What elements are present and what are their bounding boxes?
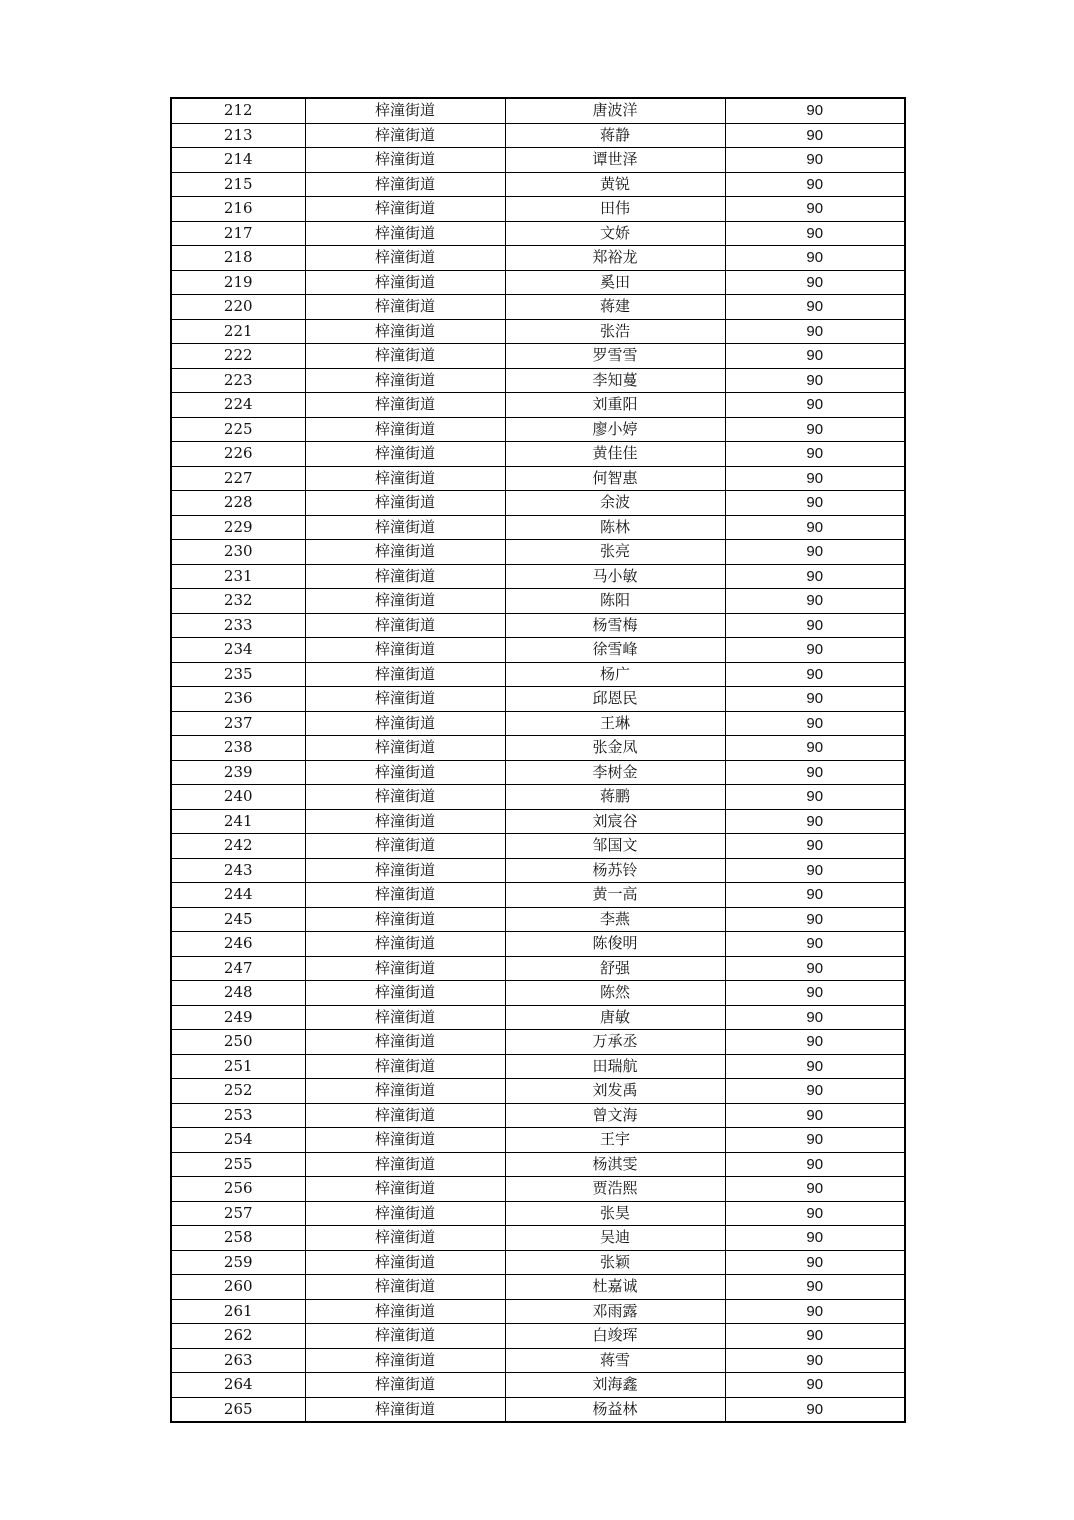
person-name-cell: 张昊 [505, 1201, 725, 1226]
subdistrict-cell: 梓潼街道 [305, 1030, 505, 1055]
person-name-cell: 廖小婷 [505, 417, 725, 442]
subdistrict-cell: 梓潼街道 [305, 1324, 505, 1349]
person-name-cell: 白竣珲 [505, 1324, 725, 1349]
person-name-cell: 王宇 [505, 1128, 725, 1153]
row-number-cell: 216 [171, 197, 305, 222]
subdistrict-cell: 梓潼街道 [305, 98, 505, 123]
row-number-cell: 262 [171, 1324, 305, 1349]
subdistrict-cell: 梓潼街道 [305, 834, 505, 859]
subdistrict-cell: 梓潼街道 [305, 932, 505, 957]
subdistrict-cell: 梓潼街道 [305, 1177, 505, 1202]
person-name-cell: 王琳 [505, 711, 725, 736]
row-number-cell: 256 [171, 1177, 305, 1202]
score-cell: 90 [725, 1397, 905, 1422]
score-cell: 90 [725, 1079, 905, 1104]
person-name-cell: 刘发禹 [505, 1079, 725, 1104]
person-name-cell: 罗雪雪 [505, 344, 725, 369]
table-row [171, 123, 905, 148]
subdistrict-cell: 梓潼街道 [305, 1275, 505, 1300]
row-number-cell: 239 [171, 760, 305, 785]
row-number-cell: 213 [171, 123, 305, 148]
person-name-cell: 田伟 [505, 197, 725, 222]
subdistrict-cell: 梓潼街道 [305, 172, 505, 197]
row-number-cell: 235 [171, 662, 305, 687]
row-number-cell: 229 [171, 515, 305, 540]
person-name-cell: 邱恩民 [505, 687, 725, 712]
score-cell: 90 [725, 172, 905, 197]
person-name-cell: 黄一高 [505, 883, 725, 908]
score-cell: 90 [725, 221, 905, 246]
row-number-cell: 258 [171, 1226, 305, 1251]
table-row [171, 540, 905, 565]
subdistrict-cell: 梓潼街道 [305, 1079, 505, 1104]
table-row [171, 197, 905, 222]
person-name-cell: 蒋静 [505, 123, 725, 148]
row-number-cell: 238 [171, 736, 305, 761]
table-row [171, 1201, 905, 1226]
person-name-cell: 刘重阳 [505, 393, 725, 418]
table-row [171, 711, 905, 736]
table-row [171, 613, 905, 638]
score-cell: 90 [725, 417, 905, 442]
table-row [171, 344, 905, 369]
row-number-cell: 232 [171, 589, 305, 614]
person-name-cell: 徐雪峰 [505, 638, 725, 663]
person-name-cell: 田瑞航 [505, 1054, 725, 1079]
table-row [171, 1275, 905, 1300]
score-cell: 90 [725, 123, 905, 148]
subdistrict-cell: 梓潼街道 [305, 785, 505, 810]
row-number-cell: 222 [171, 344, 305, 369]
row-number-cell: 253 [171, 1103, 305, 1128]
subdistrict-cell: 梓潼街道 [305, 1299, 505, 1324]
table-row [171, 1152, 905, 1177]
subdistrict-cell: 梓潼街道 [305, 1373, 505, 1398]
score-cell: 90 [725, 1177, 905, 1202]
table-row [171, 785, 905, 810]
score-cell: 90 [725, 564, 905, 589]
score-cell: 90 [725, 956, 905, 981]
score-cell: 90 [725, 785, 905, 810]
subdistrict-cell: 梓潼街道 [305, 687, 505, 712]
person-name-cell: 李树金 [505, 760, 725, 785]
subdistrict-cell: 梓潼街道 [305, 1397, 505, 1422]
score-cell: 90 [725, 858, 905, 883]
subdistrict-cell: 梓潼街道 [305, 270, 505, 295]
score-cell: 90 [725, 932, 905, 957]
table-row [171, 1299, 905, 1324]
row-number-cell: 223 [171, 368, 305, 393]
row-number-cell: 220 [171, 295, 305, 320]
table-row [171, 1397, 905, 1422]
row-number-cell: 212 [171, 98, 305, 123]
subdistrict-cell: 梓潼街道 [305, 368, 505, 393]
table-row [171, 1177, 905, 1202]
subdistrict-cell: 梓潼街道 [305, 907, 505, 932]
table-row [171, 393, 905, 418]
person-name-cell: 杨苏铃 [505, 858, 725, 883]
person-name-cell: 杨益林 [505, 1397, 725, 1422]
table-row [171, 417, 905, 442]
person-name-cell: 邹国文 [505, 834, 725, 859]
table-row [171, 1348, 905, 1373]
row-number-cell: 224 [171, 393, 305, 418]
subdistrict-cell: 梓潼街道 [305, 589, 505, 614]
row-number-cell: 243 [171, 858, 305, 883]
score-cell: 90 [725, 711, 905, 736]
table-row [171, 662, 905, 687]
score-cell: 90 [725, 907, 905, 932]
subdistrict-cell: 梓潼街道 [305, 613, 505, 638]
person-name-cell: 张金凤 [505, 736, 725, 761]
person-name-cell: 李知蔓 [505, 368, 725, 393]
row-number-cell: 231 [171, 564, 305, 589]
score-cell: 90 [725, 662, 905, 687]
score-cell: 90 [725, 246, 905, 271]
subdistrict-cell: 梓潼街道 [305, 515, 505, 540]
table-row [171, 319, 905, 344]
table-row [171, 1226, 905, 1251]
subdistrict-cell: 梓潼街道 [305, 1128, 505, 1153]
score-cell: 90 [725, 319, 905, 344]
person-name-cell: 黄锐 [505, 172, 725, 197]
person-name-cell: 马小敏 [505, 564, 725, 589]
score-cell: 90 [725, 466, 905, 491]
row-number-cell: 226 [171, 442, 305, 467]
score-cell: 90 [725, 540, 905, 565]
score-cell: 90 [725, 1128, 905, 1153]
table-row [171, 270, 905, 295]
person-name-cell: 陈俊明 [505, 932, 725, 957]
person-name-cell: 杨广 [505, 662, 725, 687]
person-name-cell: 奚田 [505, 270, 725, 295]
score-cell: 90 [725, 1299, 905, 1324]
table-row [171, 246, 905, 271]
score-cell: 90 [725, 98, 905, 123]
row-number-cell: 225 [171, 417, 305, 442]
subdistrict-cell: 梓潼街道 [305, 809, 505, 834]
subdistrict-cell: 梓潼街道 [305, 736, 505, 761]
person-name-cell: 谭世泽 [505, 148, 725, 173]
person-name-cell: 蒋建 [505, 295, 725, 320]
subdistrict-cell: 梓潼街道 [305, 1103, 505, 1128]
score-cell: 90 [725, 687, 905, 712]
row-number-cell: 221 [171, 319, 305, 344]
score-cell: 90 [725, 1030, 905, 1055]
row-number-cell: 228 [171, 491, 305, 516]
row-number-cell: 233 [171, 613, 305, 638]
subdistrict-cell: 梓潼街道 [305, 123, 505, 148]
table-row [171, 148, 905, 173]
table-row [171, 491, 905, 516]
person-name-cell: 杨雪梅 [505, 613, 725, 638]
score-cell: 90 [725, 515, 905, 540]
person-name-cell: 唐波洋 [505, 98, 725, 123]
row-number-cell: 252 [171, 1079, 305, 1104]
roster-table-body [171, 98, 905, 1422]
score-cell: 90 [725, 1348, 905, 1373]
score-cell: 90 [725, 1152, 905, 1177]
score-cell: 90 [725, 1373, 905, 1398]
row-number-cell: 236 [171, 687, 305, 712]
score-cell: 90 [725, 1275, 905, 1300]
table-row [171, 564, 905, 589]
subdistrict-cell: 梓潼街道 [305, 148, 505, 173]
subdistrict-cell: 梓潼街道 [305, 246, 505, 271]
row-number-cell: 249 [171, 1005, 305, 1030]
table-row [171, 687, 905, 712]
score-cell: 90 [725, 295, 905, 320]
table-row [171, 466, 905, 491]
row-number-cell: 214 [171, 148, 305, 173]
row-number-cell: 259 [171, 1250, 305, 1275]
person-name-cell: 郑裕龙 [505, 246, 725, 271]
row-number-cell: 237 [171, 711, 305, 736]
score-cell: 90 [725, 613, 905, 638]
person-name-cell: 杨淇雯 [505, 1152, 725, 1177]
person-name-cell: 曾文海 [505, 1103, 725, 1128]
score-cell: 90 [725, 197, 905, 222]
subdistrict-cell: 梓潼街道 [305, 956, 505, 981]
table-row [171, 172, 905, 197]
score-cell: 90 [725, 1201, 905, 1226]
score-cell: 90 [725, 368, 905, 393]
subdistrict-cell: 梓潼街道 [305, 466, 505, 491]
row-number-cell: 234 [171, 638, 305, 663]
person-name-cell: 陈阳 [505, 589, 725, 614]
row-number-cell: 255 [171, 1152, 305, 1177]
subdistrict-cell: 梓潼街道 [305, 491, 505, 516]
table-row [171, 1005, 905, 1030]
score-cell: 90 [725, 834, 905, 859]
table-row [171, 515, 905, 540]
row-number-cell: 247 [171, 956, 305, 981]
table-row [171, 907, 905, 932]
table-row [171, 834, 905, 859]
table-row [171, 1324, 905, 1349]
table-row [171, 956, 905, 981]
person-name-cell: 张颖 [505, 1250, 725, 1275]
person-name-cell: 舒强 [505, 956, 725, 981]
table-row [171, 638, 905, 663]
person-name-cell: 张亮 [505, 540, 725, 565]
row-number-cell: 261 [171, 1299, 305, 1324]
row-number-cell: 250 [171, 1030, 305, 1055]
subdistrict-cell: 梓潼街道 [305, 540, 505, 565]
person-name-cell: 吴迪 [505, 1226, 725, 1251]
subdistrict-cell: 梓潼街道 [305, 883, 505, 908]
score-cell: 90 [725, 393, 905, 418]
person-name-cell: 李燕 [505, 907, 725, 932]
score-cell: 90 [725, 148, 905, 173]
score-cell: 90 [725, 1226, 905, 1251]
subdistrict-cell: 梓潼街道 [305, 662, 505, 687]
subdistrict-cell: 梓潼街道 [305, 417, 505, 442]
subdistrict-cell: 梓潼街道 [305, 1348, 505, 1373]
subdistrict-cell: 梓潼街道 [305, 1054, 505, 1079]
person-name-cell: 张浩 [505, 319, 725, 344]
table-row [171, 736, 905, 761]
table-row [171, 98, 905, 123]
row-number-cell: 246 [171, 932, 305, 957]
table-row [171, 932, 905, 957]
person-name-cell: 陈林 [505, 515, 725, 540]
row-number-cell: 254 [171, 1128, 305, 1153]
table-row [171, 1030, 905, 1055]
subdistrict-cell: 梓潼街道 [305, 981, 505, 1006]
table-row [171, 442, 905, 467]
row-number-cell: 251 [171, 1054, 305, 1079]
row-number-cell: 240 [171, 785, 305, 810]
table-row [171, 1054, 905, 1079]
score-cell: 90 [725, 809, 905, 834]
score-cell: 90 [725, 1324, 905, 1349]
row-number-cell: 227 [171, 466, 305, 491]
subdistrict-cell: 梓潼街道 [305, 1250, 505, 1275]
score-cell: 90 [725, 638, 905, 663]
table-row [171, 1079, 905, 1104]
table-row [171, 809, 905, 834]
score-cell: 90 [725, 736, 905, 761]
subdistrict-cell: 梓潼街道 [305, 221, 505, 246]
score-cell: 90 [725, 1054, 905, 1079]
subdistrict-cell: 梓潼街道 [305, 1226, 505, 1251]
subdistrict-cell: 梓潼街道 [305, 393, 505, 418]
score-cell: 90 [725, 1005, 905, 1030]
subdistrict-cell: 梓潼街道 [305, 711, 505, 736]
subdistrict-cell: 梓潼街道 [305, 197, 505, 222]
row-number-cell: 215 [171, 172, 305, 197]
row-number-cell: 241 [171, 809, 305, 834]
person-name-cell: 唐敏 [505, 1005, 725, 1030]
row-number-cell: 219 [171, 270, 305, 295]
score-cell: 90 [725, 981, 905, 1006]
score-cell: 90 [725, 1103, 905, 1128]
person-name-cell: 文娇 [505, 221, 725, 246]
score-cell: 90 [725, 589, 905, 614]
table-row [171, 1128, 905, 1153]
row-number-cell: 217 [171, 221, 305, 246]
table-row [171, 981, 905, 1006]
score-cell: 90 [725, 344, 905, 369]
person-name-cell: 刘海鑫 [505, 1373, 725, 1398]
subdistrict-cell: 梓潼街道 [305, 564, 505, 589]
score-cell: 90 [725, 442, 905, 467]
table-row [171, 589, 905, 614]
person-name-cell: 蒋鹏 [505, 785, 725, 810]
table-row [171, 221, 905, 246]
table-row [171, 1250, 905, 1275]
subdistrict-cell: 梓潼街道 [305, 858, 505, 883]
person-name-cell: 黄佳佳 [505, 442, 725, 467]
subdistrict-cell: 梓潼街道 [305, 344, 505, 369]
subdistrict-cell: 梓潼街道 [305, 760, 505, 785]
subdistrict-cell: 梓潼街道 [305, 638, 505, 663]
subdistrict-cell: 梓潼街道 [305, 319, 505, 344]
person-name-cell: 蒋雪 [505, 1348, 725, 1373]
table-row [171, 883, 905, 908]
row-number-cell: 257 [171, 1201, 305, 1226]
person-name-cell: 何智惠 [505, 466, 725, 491]
table-row [171, 295, 905, 320]
row-number-cell: 265 [171, 1397, 305, 1422]
table-row [171, 858, 905, 883]
roster-table [170, 97, 906, 1423]
person-name-cell: 陈然 [505, 981, 725, 1006]
row-number-cell: 244 [171, 883, 305, 908]
subdistrict-cell: 梓潼街道 [305, 1152, 505, 1177]
person-name-cell: 贾浩熙 [505, 1177, 725, 1202]
subdistrict-cell: 梓潼街道 [305, 1201, 505, 1226]
person-name-cell: 杜嘉诚 [505, 1275, 725, 1300]
table-row [171, 760, 905, 785]
row-number-cell: 248 [171, 981, 305, 1006]
score-cell: 90 [725, 1250, 905, 1275]
row-number-cell: 230 [171, 540, 305, 565]
table-row [171, 1103, 905, 1128]
subdistrict-cell: 梓潼街道 [305, 442, 505, 467]
table-row [171, 1373, 905, 1398]
row-number-cell: 263 [171, 1348, 305, 1373]
score-cell: 90 [725, 883, 905, 908]
subdistrict-cell: 梓潼街道 [305, 1005, 505, 1030]
person-name-cell: 邓雨露 [505, 1299, 725, 1324]
row-number-cell: 218 [171, 246, 305, 271]
person-name-cell: 刘宸谷 [505, 809, 725, 834]
score-cell: 90 [725, 760, 905, 785]
person-name-cell: 万承丞 [505, 1030, 725, 1055]
row-number-cell: 260 [171, 1275, 305, 1300]
row-number-cell: 242 [171, 834, 305, 859]
person-name-cell: 余波 [505, 491, 725, 516]
table-row [171, 368, 905, 393]
row-number-cell: 264 [171, 1373, 305, 1398]
subdistrict-cell: 梓潼街道 [305, 295, 505, 320]
score-cell: 90 [725, 491, 905, 516]
row-number-cell: 245 [171, 907, 305, 932]
score-cell: 90 [725, 270, 905, 295]
